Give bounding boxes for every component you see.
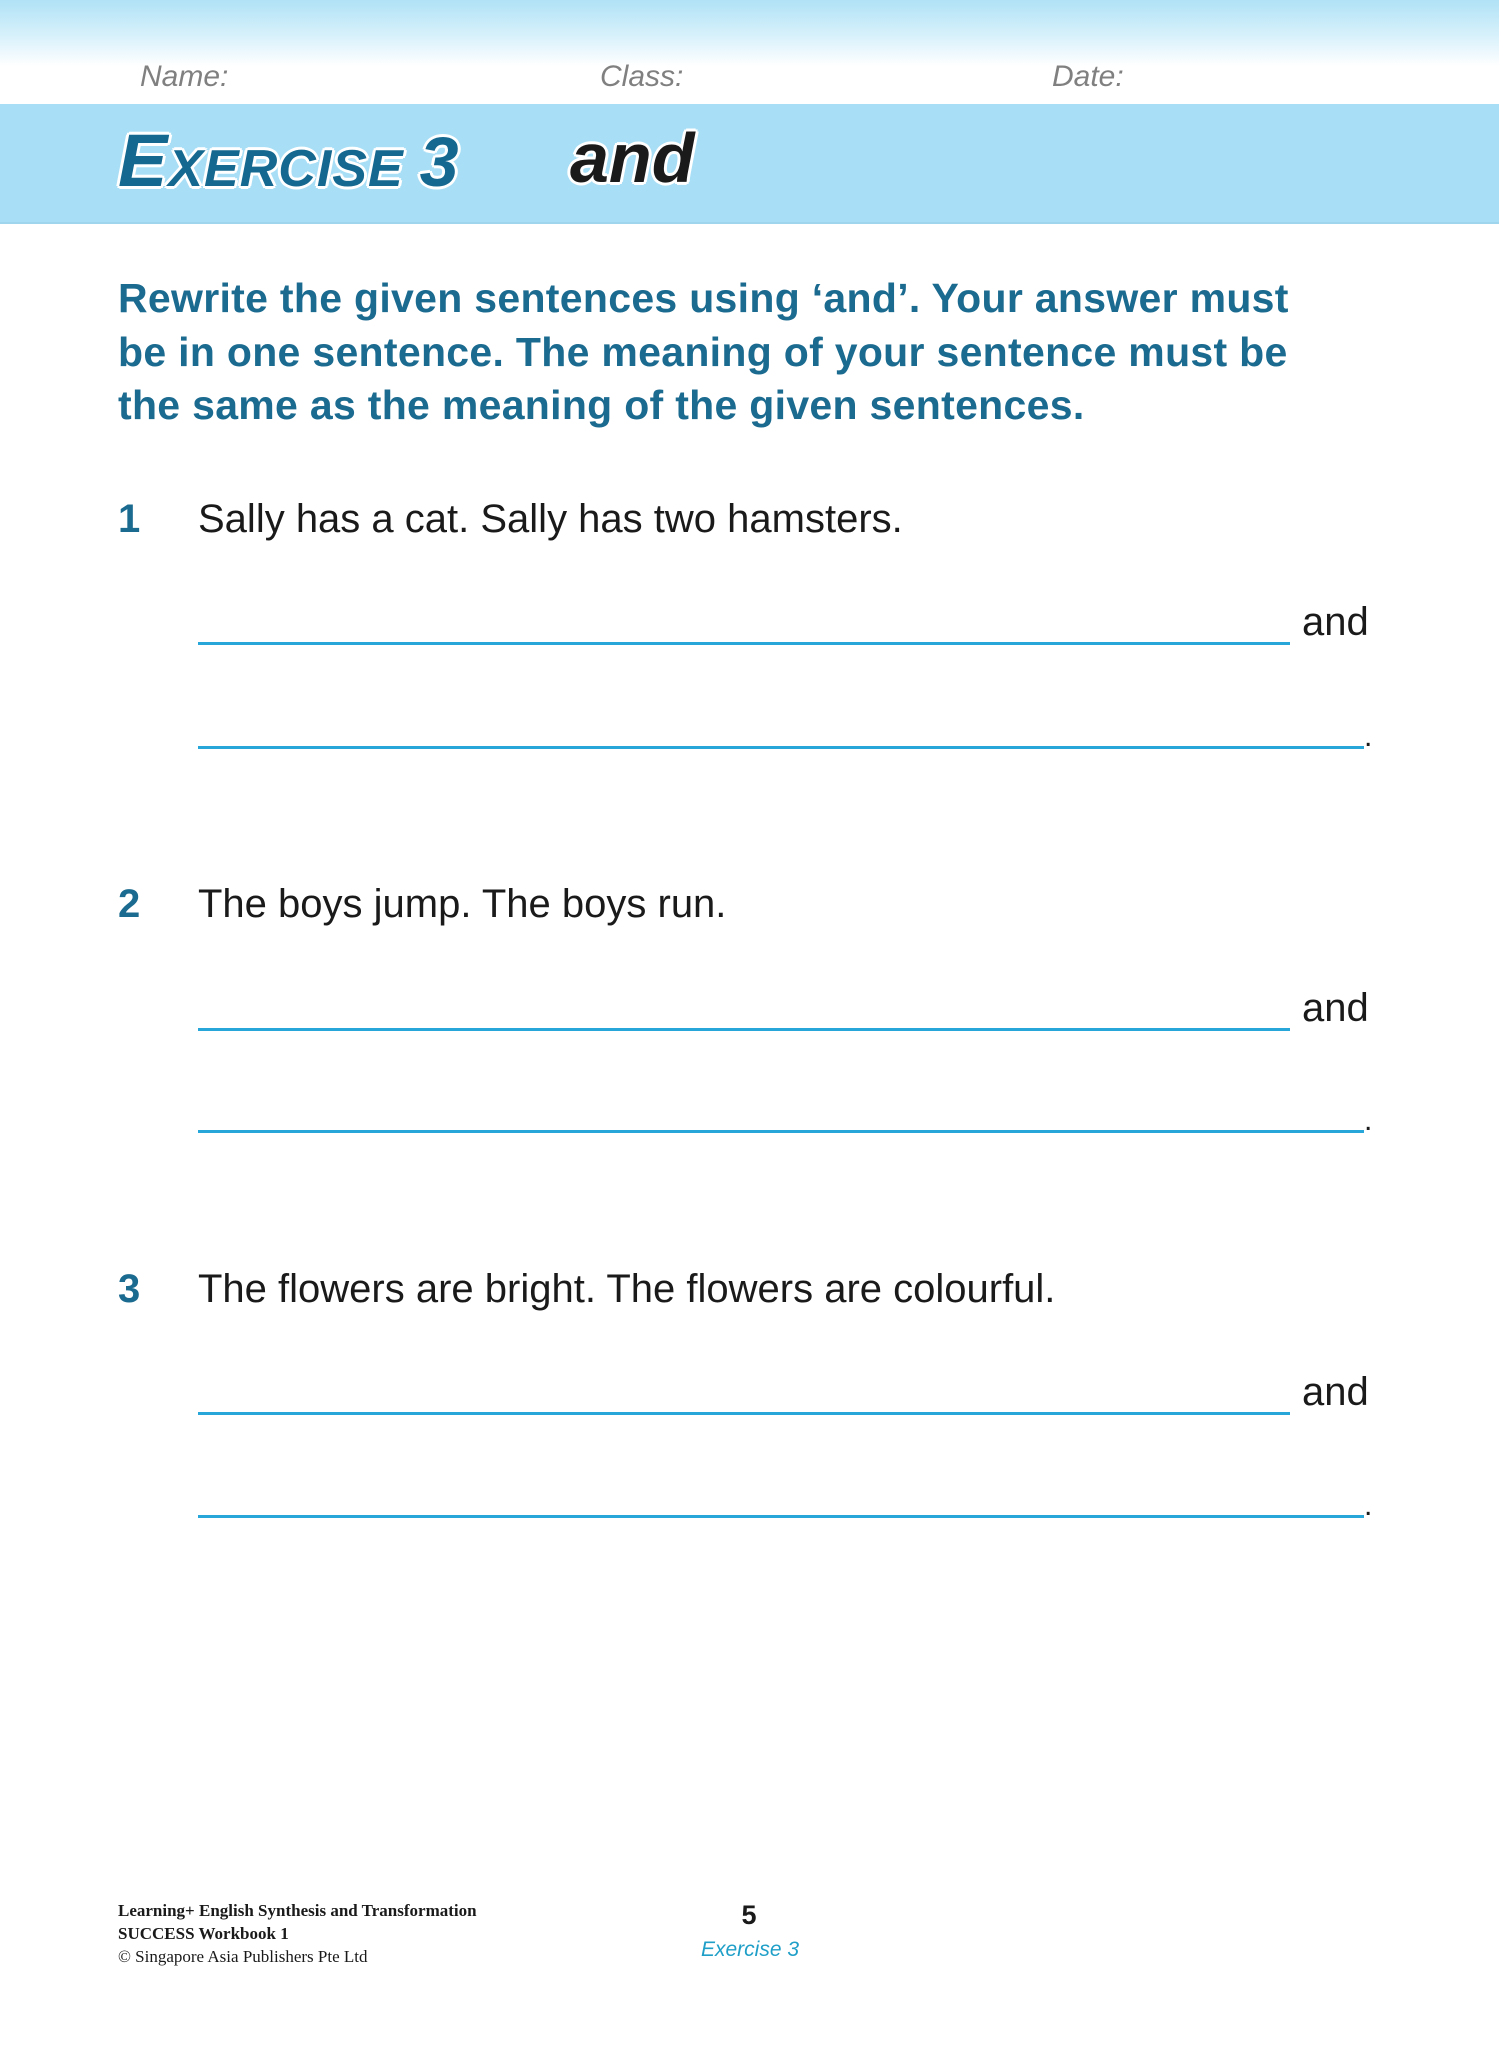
instruction-line: Rewrite the given sentences using ‘and’. Your answer must [118, 275, 1289, 321]
name-label: Name: [140, 60, 229, 93]
question-number: 3 [118, 1267, 141, 1311]
instruction-line: be in one sentence. The meaning of your sentence must be [118, 328, 1288, 375]
answer-line-2[interactable] [198, 1515, 1364, 1518]
top-gradient [0, 0, 1499, 66]
exercise-number: 3 [419, 123, 460, 201]
connector-label: and [1302, 986, 1369, 1030]
answer-line-2[interactable] [198, 746, 1364, 749]
question-text: The flowers are bright. The flowers are colourful. [198, 1267, 1056, 1311]
full-stop: . [1364, 720, 1373, 753]
exercise-title [118, 118, 460, 203]
question-text: The boys jump. The boys run. [198, 882, 727, 926]
connector-label: and [1302, 600, 1369, 644]
connector-label: and [1302, 1370, 1369, 1414]
copyright: © Singapore Asia Publishers Pte Ltd [118, 1947, 368, 1966]
answer-line-1[interactable] [198, 1028, 1290, 1031]
answer-line-1[interactable] [198, 1412, 1290, 1415]
exercise-initial: E [118, 119, 169, 202]
footer-section: Exercise 3 [700, 1938, 800, 1961]
series-name: SUCCESS Workbook 1 [118, 1924, 289, 1943]
question-number: 2 [118, 882, 141, 926]
instructions [118, 272, 1408, 433]
instruction-line: the same as the meaning of the given sentences. [118, 382, 1085, 428]
full-stop: . [1364, 1104, 1373, 1137]
full-stop: . [1364, 1489, 1373, 1522]
footer-credits [118, 1899, 477, 1968]
answer-line-1[interactable] [198, 642, 1290, 645]
page-number: 5 [741, 1900, 757, 1930]
exercise-topic: and [570, 119, 695, 197]
date-label: Date: [1052, 60, 1124, 93]
answer-line-2[interactable] [198, 1130, 1364, 1133]
question-number: 1 [118, 497, 141, 541]
class-label: Class: [600, 60, 684, 93]
question-text: Sally has a cat. Sally has two hamsters. [198, 497, 903, 541]
book-title: Learning+ English Synthesis and Transformation [118, 1901, 477, 1920]
exercise-word-rest: XERCISE [168, 140, 404, 198]
